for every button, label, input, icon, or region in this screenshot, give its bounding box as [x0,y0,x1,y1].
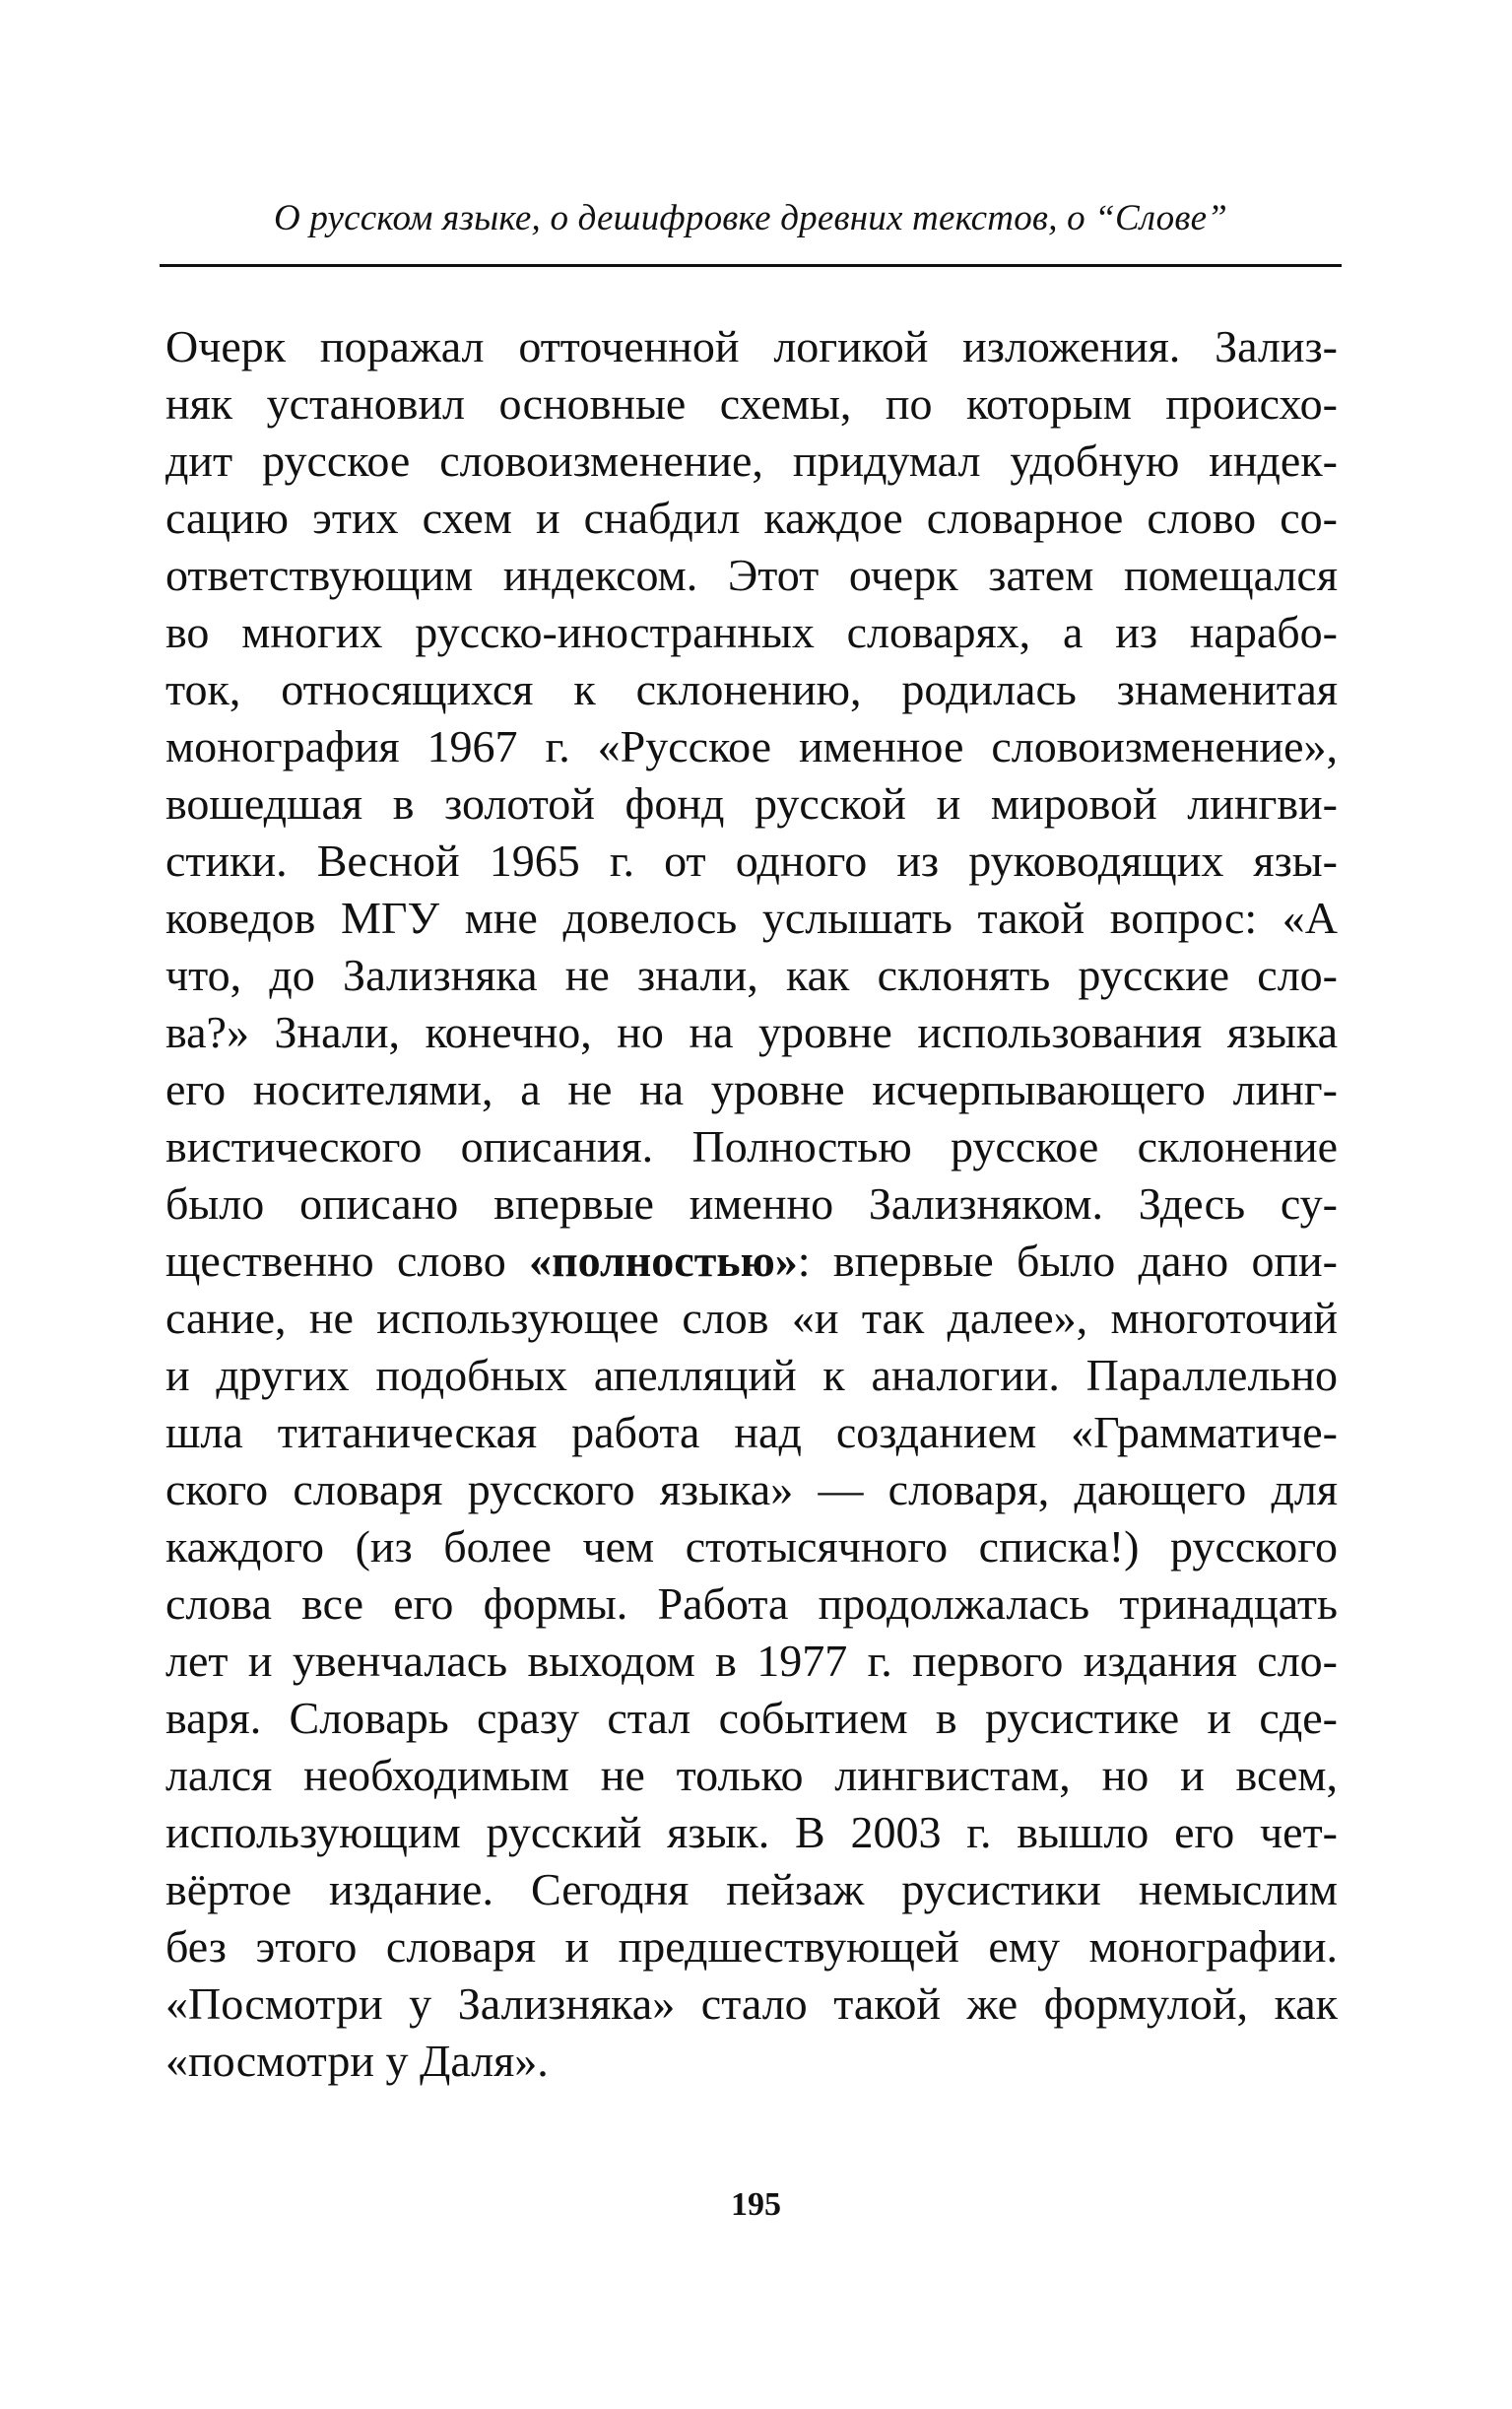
quote-mark: « [529,1236,553,1286]
text-line: лет и увенчалась выходом в 1977 г. первого издания сло- [165,1636,1338,1686]
text-line: сацию этих схем и снабдил каждое словарное слово со- [165,493,1338,543]
text-line: варя. Словарь сразу стал событием в русистике и сде- [165,1693,1338,1743]
text-line-with-emphasis [165,1233,1338,1290]
text-line: ского словаря русского языка» — словаря, дающего для [165,1464,1338,1514]
text-line: сание, не использующее слов «и так далее», многоточий [165,1293,1338,1343]
text-line: без этого словаря и предшествующей ему монографии. [165,1921,1338,1972]
text-line: лался необходимым не только лингвистам, но и всем, [165,1750,1338,1800]
text-line: стики. Весной 1965 г. от одного из руководящих язы- [165,836,1338,886]
page-header [160,185,1342,267]
text-line: и других подобных апелляций к аналогии. Параллельно [165,1350,1338,1400]
text-line: было описано впервые именно Зализняком. Здесь су- [165,1178,1338,1229]
text-line: Очерк поражал отточенной логикой изложения. Зализ- [165,321,1338,371]
text-line: его носителями, а не на уровне исчерпывающего линг- [165,1064,1338,1114]
text-line: слова все его формы. Работа продолжалась тринадцать [165,1578,1338,1629]
text-line: няк установил основные схемы, по которым происхо- [165,378,1338,429]
text-line: во многих русско-иностранных словарях, а из нарабо- [165,607,1338,657]
text-line: ток, относящихся к склонению, родилась знаменитая [165,664,1338,714]
text-line: вёртое издание. Сегодня пейзаж русистики немыслим [165,1864,1338,1914]
text-segment: : впервые было дано опи- [797,1236,1338,1286]
text-line: монография 1967 г. «Русское именное словоизменение», [165,721,1338,771]
text-line: ва?» Знали, конечно, но на уровне использования языка [165,1007,1338,1057]
text-line: «Посмотри у Зализняка» стало такой же формулой, как [165,1978,1338,2029]
text-segment: щественно слово [165,1236,530,1286]
text-line: каждого (из более чем стотысячного списка!) русского [165,1521,1338,1572]
page-number: 195 [731,2186,781,2223]
text-line: вошедшая в золотой фонд русской и мировой лингви- [165,778,1338,829]
text-line: что, до Зализняка не знали, как склонять русские сло- [165,950,1338,1000]
quote-mark: » [774,1236,798,1286]
text-line: шла титаническая работа над созданием «Грамматиче- [165,1407,1338,1457]
body-text [165,318,1338,2090]
text-line: дит русское словоизменение, придумал удобную индек- [165,435,1338,486]
text-line: использующим русский язык. В 2003 г. вышло его чет- [165,1807,1338,1857]
text-line: ответствующим индексом. Этот очерк затем помещался [165,550,1338,600]
running-head: О русском языке, о дешифровке древних текстов, о “Слове” [273,198,1228,238]
text-line-last: «посмотри у Даля». [165,2036,549,2086]
emphasized-word: полностью [552,1236,775,1286]
text-line: коведов МГУ мне довелось услышать такой вопрос: «А [165,893,1338,943]
text-line: вистического описания. Полностью русское склонение [165,1121,1338,1171]
